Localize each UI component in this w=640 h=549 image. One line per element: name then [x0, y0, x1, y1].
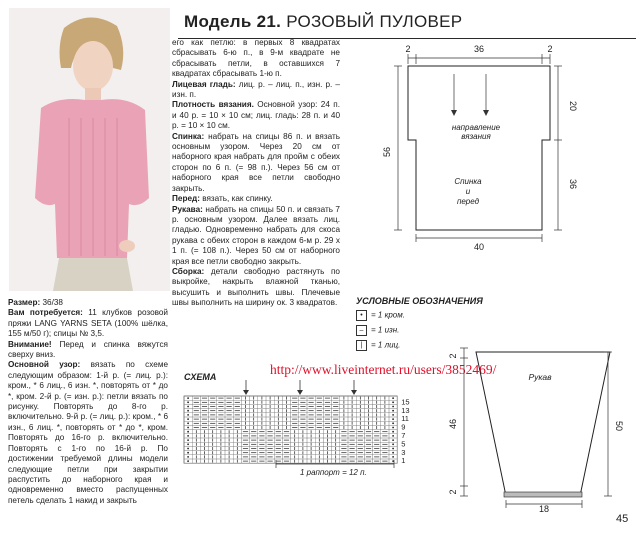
size-value: 36/38 — [42, 298, 63, 307]
edge-stitch-mark — [392, 439, 394, 441]
edge-stitch-mark — [392, 448, 394, 450]
row-number: 1 — [401, 456, 406, 466]
attention-paragraph — [8, 340, 168, 361]
sleeve-dim-bottom: 18 — [538, 504, 550, 514]
edge-stitch-mark — [187, 427, 189, 429]
back-paragraph — [172, 132, 340, 194]
size-line — [8, 298, 168, 308]
sleeve-label: Рукав — [528, 372, 552, 382]
density-text: Основной узор: 24 п. и 40 р. = 10 × 10 см; лиц. гладь: 28 п. и 40 р. = 10 × 10 см. — [172, 100, 340, 131]
edge-stitch-mark — [187, 422, 189, 424]
piece-line-3: перед — [456, 197, 480, 206]
edge-stitch-mark — [187, 401, 189, 403]
edge-stitch-mark — [392, 443, 394, 445]
edge-stitch-mark — [392, 422, 394, 424]
sleeve-text: набрать на спицы 50 п. и связать 7 р. основным узором. Далее вязать лиц. гладью. Одновременно набрать для скоса рукава с обеих сторон в каждом 6-м р. 29 x 1 п. (= 108 п.). Через 50 см от наборного края все петли свободно закрыть. — [172, 204, 340, 266]
sleeve-dim-right: 50 — [614, 420, 624, 432]
watermark-url: http://www.liveinternet.ru/users/3852469/ — [270, 362, 497, 377]
direction-line-2: вязания — [461, 132, 491, 141]
edge-stitch-mark — [392, 397, 394, 399]
direction-line-1: направление — [451, 123, 501, 132]
face-text: лиц. р. – лиц. п., изн. р. – изн. п. — [172, 79, 340, 100]
dim-top-right: 2 — [547, 44, 553, 54]
edge-stitch-mark — [392, 452, 394, 454]
legend-label-edge: = 1 кром. — [371, 310, 405, 320]
front-label: Перед: — [172, 194, 200, 204]
middle-column-text — [172, 38, 340, 309]
sleeve-paragraph — [172, 205, 340, 267]
attention-label: Внимание! — [8, 339, 52, 349]
main-pattern-label: Основной узор: — [8, 360, 81, 370]
edge-stitch-mark — [187, 414, 189, 416]
back-text: набрать на спицы 86 п. и вязать основным узором. Через 20 см от наборного края набрать для пройм с обеих сторон по 6 п. (= 98 п.). Через 56 см от наборного края все петли свободно закрыть. — [172, 131, 340, 193]
main-pattern-paragraph — [8, 360, 168, 506]
legend-item-knit — [356, 340, 400, 351]
materials-label: Вам потребуется: — [8, 308, 83, 318]
materials-text: 11 клубков розовой пряжи LANG YARNS SETA (100% шёлка, 155 м/50 г); спицы № 3,5. — [8, 308, 169, 339]
sleeve-dim-left: 46 — [448, 418, 458, 430]
model-number: Модель 21 — [184, 12, 277, 31]
main-pattern-text: вязать по схеме следующим образом: 1-й р. (= лиц. р.): кром., * 6 лиц., 6 изн. *, повторять от * до *, кром. 2-й р. (= изн. р.): петли вязать по рисунку. Повторять до 8-го р. включительно. 9-й р. (= лиц. р.): кром., * 6 изн., 6 лиц. *, повторять от * до *, кром. Повторять до 16-го р. включительно. Повторять с 1-го по 16-й р. По достижении требуемой длины модели следующие петли при закрытии распустить до наборного края и одновременно вместо распущенных петель сделать 1 накид и закрыть — [8, 360, 168, 505]
edge-stitch-mark — [392, 431, 394, 433]
model-photo — [9, 8, 170, 291]
title-separator: . — [276, 12, 282, 31]
edge-stitch-mark — [187, 439, 189, 441]
edge-stitch-mark — [392, 418, 394, 420]
sleeve-dim-bottom-left: 2 — [448, 489, 458, 495]
row-number: 9 — [401, 422, 406, 432]
edge-stitch-mark — [392, 410, 394, 412]
edge-stitch-mark — [392, 406, 394, 408]
edge-stitch-mark — [187, 460, 189, 462]
row-number: 13 — [401, 405, 410, 415]
edge-stitch-mark — [187, 452, 189, 454]
face-label: Лицевая гладь: — [172, 79, 236, 89]
edge-stitch-mark — [187, 435, 189, 437]
materials-paragraph — [8, 308, 168, 339]
body-pattern-diagram — [370, 44, 580, 254]
row-number: 11 — [401, 414, 409, 424]
sleeve-pattern-diagram — [448, 346, 624, 514]
edge-stitch-mark — [187, 456, 189, 458]
dim-right-upper: 20 — [568, 100, 578, 112]
legend-label-knit: = 1 лиц. — [371, 340, 401, 350]
legend-title: УСЛОВНЫЕ ОБОЗНАЧЕНИЯ — [356, 296, 483, 306]
legend-item-purl — [356, 325, 399, 336]
dim-top-mid: 36 — [473, 44, 485, 54]
repeat-label: 1 раппорт = 12 п. — [300, 468, 367, 477]
edge-stitch-mark — [392, 456, 394, 458]
assembly-label: Сборка: — [172, 266, 205, 276]
left-column-text — [8, 298, 168, 506]
sleeve-cuff — [504, 492, 582, 497]
edge-stitch-mark — [187, 410, 189, 412]
face-paragraph — [172, 80, 340, 101]
photo-illustration — [9, 8, 170, 291]
edge-stitch-mark — [392, 414, 394, 416]
dim-left-total: 56 — [382, 146, 392, 158]
chart-grid — [184, 396, 397, 463]
dim-right-lower: 36 — [568, 178, 578, 190]
legend-label-purl: = 1 изн. — [371, 325, 400, 335]
back-label: Спинка: — [172, 131, 205, 141]
front-text: вязать, как спинку. — [202, 194, 273, 204]
dim-bottom: 40 — [473, 242, 485, 252]
piece-line-2: и — [465, 187, 471, 196]
edge-stitch-mark — [187, 406, 189, 408]
edge-stitch-symbol: • — [356, 310, 367, 321]
assembly-paragraph — [172, 267, 340, 309]
size-label: Размер: — [8, 298, 41, 307]
intro-paragraph: его как петлю: в первых 8 квадратах сбрасывать 6-ю п., в 9-м квадрате не сбрасывать петли, в оставшихся 7 квадратах сбрасывать 1-ю п. — [172, 38, 340, 79]
edge-stitch-mark — [392, 427, 394, 429]
row-number: 3 — [401, 447, 406, 457]
density-paragraph — [172, 100, 340, 131]
edge-stitch-mark — [392, 401, 394, 403]
row-number: 15 — [401, 397, 410, 407]
legend-item-edge — [356, 310, 405, 321]
assembly-text: детали свободно растянуть по выкройке, накрыть влажной тканью, высушить и выполнить швы. Плечевые швы выполнить на ширину ок. 3 квадратов. — [172, 266, 340, 308]
edge-stitch-mark — [187, 443, 189, 445]
schema-title: СХЕМА — [184, 372, 217, 382]
piece-line-1: Спинка — [454, 177, 482, 186]
model-title: РОЗОВЫЙ ПУЛОВЕР — [286, 12, 463, 31]
purl-stitch-symbol: – — [356, 325, 367, 336]
front-paragraph — [172, 194, 340, 204]
knitting-chart — [180, 380, 420, 470]
edge-stitch-mark — [187, 397, 189, 399]
page-title — [184, 12, 462, 32]
page-number: 45 — [616, 513, 629, 525]
row-number: 5 — [401, 439, 406, 449]
dim-top-left: 2 — [405, 44, 411, 54]
sleeve-label: Рукава: — [172, 204, 203, 214]
attention-text: Перед и спинка вяжутся сверху вниз. — [8, 339, 168, 360]
edge-stitch-mark — [187, 431, 189, 433]
edge-stitch-mark — [392, 435, 394, 437]
density-label: Плотность вязания. — [172, 100, 254, 110]
knit-stitch-symbol: | — [356, 340, 367, 351]
edge-stitch-mark — [187, 418, 189, 420]
row-number: 7 — [401, 431, 406, 440]
edge-stitch-mark — [187, 448, 189, 450]
sleeve-dim-top: 2 — [448, 353, 458, 359]
